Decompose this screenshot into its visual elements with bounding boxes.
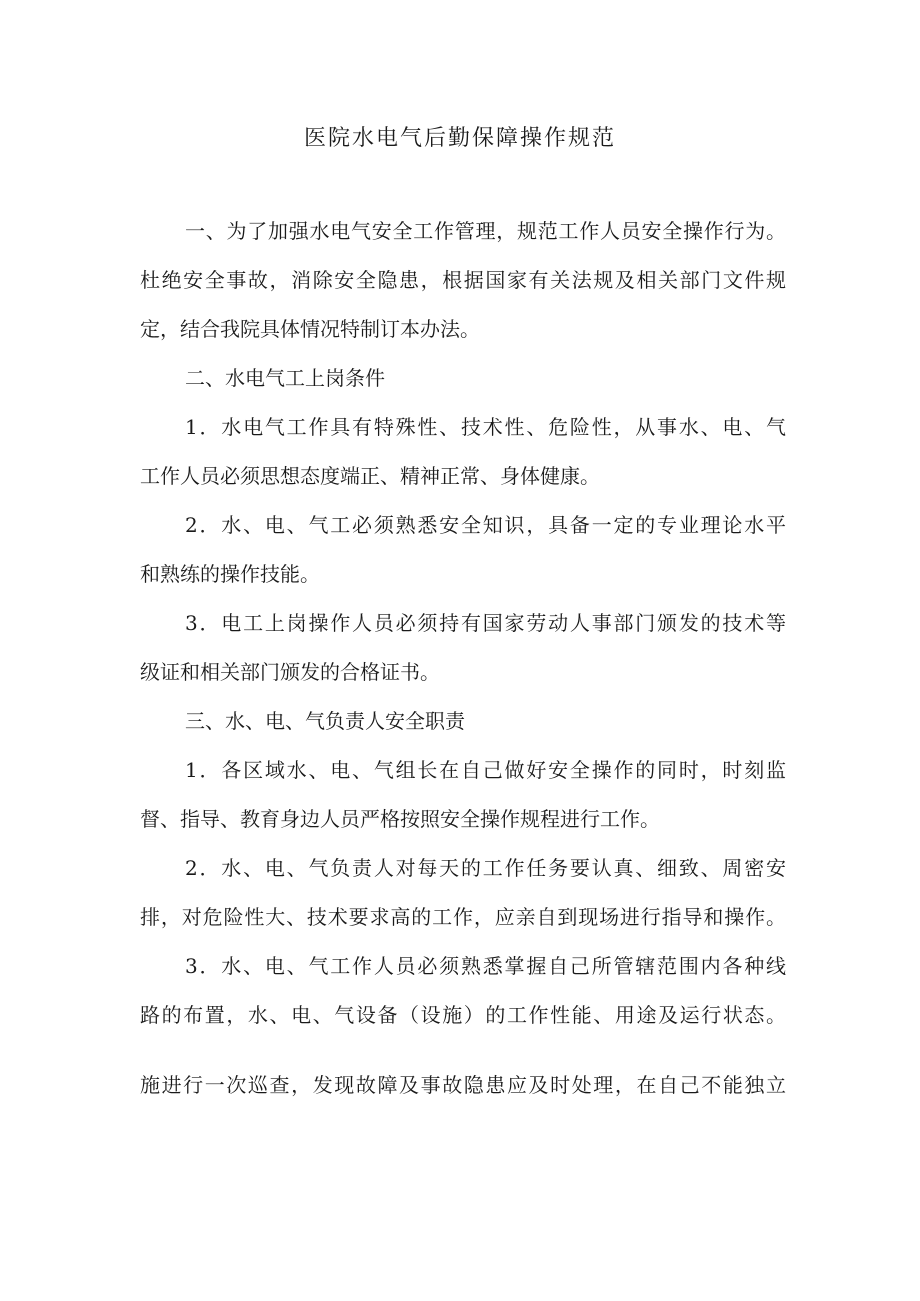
section-heading-3: 三、水、电、气负责人安全职责: [185, 709, 465, 733]
item-2-3-line-2: 级证和相关部门颁发的合格证书。: [140, 660, 440, 684]
item-3-3-line-2: 路的布置，水、电、气设备（设施）的工作性能、用途及运行状态。: [140, 1003, 786, 1027]
item-2-1-line-1: 1．水电气工作具有特殊性、技术性、危险性，从事水、电、气: [185, 415, 786, 439]
item-3-1-line-2: 督、指导、教育身边人员严格按照安全操作规程进行工作。: [140, 807, 660, 831]
item-2-3-line-1: 3．电工上岗操作人员必须持有国家劳动人事部门颁发的技术等: [185, 611, 786, 635]
item-3-2-line-2: 排，对危险性大、技术要求高的工作，应亲自到现场进行指导和操作。: [140, 905, 786, 929]
item-3-1-line-1: 1．各区域水、电、气组长在自己做好安全操作的同时，时刻监: [185, 758, 786, 782]
paragraph-1-line-2: 杜绝安全事故，消除安全隐患，根据国家有关法规及相关部门文件规: [140, 268, 786, 292]
document-title: 医院水电气后勤保障操作规范: [303, 126, 616, 151]
paragraph-1-line-3: 定，结合我院具体情况特制订本办法。: [140, 317, 480, 341]
item-2-2-line-2: 和熟练的操作技能。: [140, 562, 320, 586]
item-3-2-line-1: 2．水、电、气负责人对每天的工作任务要认真、细致、周密安: [185, 856, 786, 880]
item-2-1-line-2: 工作人员必须思想态度端正、精神正常、身体健康。: [140, 464, 600, 488]
item-2-2-line-1: 2．水、电、气工必须熟悉安全知识，具备一定的专业理论水平: [185, 513, 786, 537]
section-heading-2: 二、水电气工上岗条件: [185, 366, 385, 390]
paragraph-1-line-1: 一、为了加强水电气安全工作管理，规范工作人员安全操作行为。: [185, 219, 786, 243]
continuation-line: 施进行一次巡查，发现故障及事故隐患应及时处理，在自己不能独立: [140, 1073, 786, 1097]
item-3-3-line-1: 3．水、电、气工作人员必须熟悉掌握自己所管辖范围内各种线: [185, 954, 786, 978]
